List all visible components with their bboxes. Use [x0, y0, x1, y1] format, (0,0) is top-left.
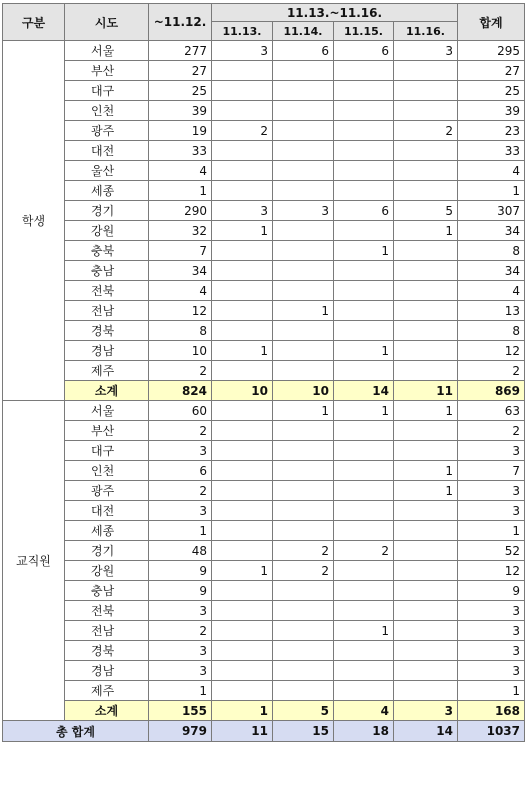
value-cell [394, 241, 458, 261]
value-cell [394, 161, 458, 181]
value-cell [212, 161, 273, 181]
value-cell [394, 301, 458, 321]
value-cell [273, 501, 334, 521]
value-cell [334, 521, 394, 541]
table-row [3, 321, 525, 341]
value-cell [394, 421, 458, 441]
value-cell [212, 101, 273, 121]
subtotal-value: 155 [149, 701, 212, 721]
table-row [3, 181, 525, 201]
header-date: 11.15. [334, 22, 394, 41]
value-cell: 48 [149, 541, 212, 561]
value-cell [334, 181, 394, 201]
value-cell [334, 61, 394, 81]
value-cell: 60 [149, 401, 212, 421]
value-cell: 34 [458, 261, 525, 281]
value-cell: 25 [458, 81, 525, 101]
value-cell [394, 681, 458, 701]
value-cell: 4 [458, 281, 525, 301]
value-cell [212, 241, 273, 261]
value-cell [394, 501, 458, 521]
value-cell: 1 [212, 341, 273, 361]
value-cell [273, 281, 334, 301]
value-cell [334, 221, 394, 241]
value-cell [273, 421, 334, 441]
value-cell [212, 501, 273, 521]
value-cell: 295 [458, 41, 525, 61]
table-row [3, 521, 525, 541]
value-cell [394, 261, 458, 281]
value-cell: 2 [458, 361, 525, 381]
header-date: 11.14. [273, 22, 334, 41]
table-row [3, 541, 525, 561]
value-cell [394, 621, 458, 641]
header-date: 11.13. [212, 22, 273, 41]
value-cell [212, 281, 273, 301]
region-cell: 강원 [65, 221, 149, 241]
value-cell: 12 [149, 301, 212, 321]
table-row [3, 41, 525, 61]
region-cell: 대구 [65, 81, 149, 101]
value-cell [273, 341, 334, 361]
value-cell [273, 181, 334, 201]
value-cell: 3 [149, 441, 212, 461]
value-cell [212, 581, 273, 601]
value-cell: 3 [149, 501, 212, 521]
region-cell: 전남 [65, 301, 149, 321]
value-cell: 1 [212, 221, 273, 241]
table-row [3, 61, 525, 81]
value-cell: 3 [458, 601, 525, 621]
subtotal-value: 168 [458, 701, 525, 721]
value-cell [212, 141, 273, 161]
table-row [3, 221, 525, 241]
value-cell [273, 441, 334, 461]
value-cell: 23 [458, 121, 525, 141]
region-cell: 경남 [65, 661, 149, 681]
table-row [3, 441, 525, 461]
header-group: 구분 [3, 4, 65, 41]
grand-total-value: 18 [334, 721, 394, 742]
value-cell: 9 [458, 581, 525, 601]
value-cell [334, 461, 394, 481]
value-cell: 3 [149, 641, 212, 661]
subtotal-value: 11 [394, 381, 458, 401]
value-cell: 13 [458, 301, 525, 321]
value-cell [273, 481, 334, 501]
value-cell: 8 [458, 241, 525, 261]
value-cell [334, 301, 394, 321]
value-cell: 34 [149, 261, 212, 281]
value-cell: 277 [149, 41, 212, 61]
value-cell: 4 [149, 161, 212, 181]
value-cell [273, 81, 334, 101]
table-row [3, 421, 525, 441]
region-cell: 전북 [65, 281, 149, 301]
value-cell [212, 441, 273, 461]
region-cell: 경북 [65, 321, 149, 341]
value-cell [273, 641, 334, 661]
value-cell [394, 581, 458, 601]
subtotal-value: 1 [212, 701, 273, 721]
region-cell: 울산 [65, 161, 149, 181]
value-cell: 1 [394, 401, 458, 421]
value-cell [334, 481, 394, 501]
value-cell: 39 [149, 101, 212, 121]
region-cell: 세종 [65, 521, 149, 541]
value-cell: 9 [149, 561, 212, 581]
value-cell: 63 [458, 401, 525, 421]
value-cell [334, 661, 394, 681]
region-cell: 광주 [65, 121, 149, 141]
value-cell: 1 [273, 401, 334, 421]
value-cell: 1 [394, 221, 458, 241]
value-cell: 52 [458, 541, 525, 561]
table-row [3, 121, 525, 141]
table-row [3, 601, 525, 621]
value-cell [273, 101, 334, 121]
value-cell: 27 [149, 61, 212, 81]
value-cell: 3 [458, 501, 525, 521]
table-row [3, 261, 525, 281]
value-cell: 1 [149, 521, 212, 541]
value-cell [334, 361, 394, 381]
value-cell [394, 281, 458, 301]
value-cell: 1 [458, 181, 525, 201]
value-cell [394, 561, 458, 581]
value-cell [334, 121, 394, 141]
value-cell [212, 421, 273, 441]
table-row [3, 341, 525, 361]
value-cell [394, 441, 458, 461]
value-cell [273, 141, 334, 161]
value-cell: 2 [149, 481, 212, 501]
value-cell: 2 [273, 541, 334, 561]
value-cell [273, 581, 334, 601]
header-period: 11.13.~11.16. [212, 4, 458, 22]
subtotal-value: 824 [149, 381, 212, 401]
region-cell: 제주 [65, 681, 149, 701]
region-cell: 경남 [65, 341, 149, 361]
subtotal-value: 14 [334, 381, 394, 401]
value-cell [394, 141, 458, 161]
table-row [3, 81, 525, 101]
value-cell [334, 601, 394, 621]
value-cell: 2 [149, 361, 212, 381]
value-cell: 3 [458, 441, 525, 461]
value-cell: 32 [149, 221, 212, 241]
value-cell: 1 [149, 681, 212, 701]
value-cell [273, 361, 334, 381]
value-cell [212, 81, 273, 101]
value-cell [334, 561, 394, 581]
value-cell [394, 61, 458, 81]
value-cell: 3 [458, 661, 525, 681]
value-cell [394, 341, 458, 361]
value-cell: 10 [149, 341, 212, 361]
value-cell: 4 [458, 161, 525, 181]
value-cell: 6 [334, 41, 394, 61]
value-cell: 1 [334, 621, 394, 641]
value-cell [273, 661, 334, 681]
region-cell: 대전 [65, 141, 149, 161]
grand-total-value: 979 [149, 721, 212, 742]
region-cell: 전북 [65, 601, 149, 621]
value-cell [394, 521, 458, 541]
region-cell: 광주 [65, 481, 149, 501]
value-cell [212, 601, 273, 621]
subtotal-value: 10 [273, 381, 334, 401]
region-cell: 충남 [65, 261, 149, 281]
table-row [3, 401, 525, 421]
value-cell [273, 521, 334, 541]
value-cell [273, 241, 334, 261]
header-region: 시도 [65, 4, 149, 41]
value-cell: 4 [149, 281, 212, 301]
value-cell [212, 401, 273, 421]
value-cell [334, 501, 394, 521]
value-cell [334, 441, 394, 461]
value-cell [394, 81, 458, 101]
region-cell: 부산 [65, 61, 149, 81]
value-cell: 1 [149, 181, 212, 201]
value-cell: 19 [149, 121, 212, 141]
table-row [3, 241, 525, 261]
region-cell: 경기 [65, 201, 149, 221]
value-cell: 6 [149, 461, 212, 481]
value-cell [334, 281, 394, 301]
value-cell: 7 [149, 241, 212, 261]
table-row [3, 621, 525, 641]
region-cell: 인천 [65, 101, 149, 121]
region-cell: 대전 [65, 501, 149, 521]
value-cell: 33 [149, 141, 212, 161]
value-cell [394, 321, 458, 341]
value-cell: 290 [149, 201, 212, 221]
value-cell [273, 681, 334, 701]
region-cell: 충남 [65, 581, 149, 601]
value-cell [334, 141, 394, 161]
value-cell: 27 [458, 61, 525, 81]
value-cell: 2 [273, 561, 334, 581]
value-cell: 1 [334, 241, 394, 261]
value-cell [212, 641, 273, 661]
value-cell [212, 181, 273, 201]
value-cell: 33 [458, 141, 525, 161]
table-row [3, 361, 525, 381]
region-cell: 제주 [65, 361, 149, 381]
value-cell [273, 121, 334, 141]
value-cell [212, 681, 273, 701]
table-row [3, 141, 525, 161]
region-cell: 서울 [65, 401, 149, 421]
value-cell [212, 461, 273, 481]
value-cell [394, 181, 458, 201]
value-cell [273, 321, 334, 341]
table-row [3, 161, 525, 181]
value-cell: 2 [212, 121, 273, 141]
value-cell [334, 161, 394, 181]
grand-total-value: 1037 [458, 721, 525, 742]
value-cell [394, 661, 458, 681]
table-row [3, 501, 525, 521]
value-cell: 1 [394, 461, 458, 481]
header-until: ~11.12. [149, 4, 212, 41]
subtotal-row [3, 381, 525, 401]
group-label: 학생 [3, 41, 65, 401]
value-cell: 25 [149, 81, 212, 101]
value-cell: 3 [149, 601, 212, 621]
value-cell [334, 101, 394, 121]
value-cell: 39 [458, 101, 525, 121]
grand-total-value: 14 [394, 721, 458, 742]
table-row [3, 581, 525, 601]
region-cell: 충북 [65, 241, 149, 261]
region-cell: 경북 [65, 641, 149, 661]
table-row [3, 661, 525, 681]
value-cell: 3 [273, 201, 334, 221]
subtotal-value: 5 [273, 701, 334, 721]
value-cell [212, 481, 273, 501]
grand-total-value: 11 [212, 721, 273, 742]
value-cell: 5 [394, 201, 458, 221]
value-cell: 3 [458, 621, 525, 641]
value-cell: 2 [334, 541, 394, 561]
value-cell: 12 [458, 341, 525, 361]
value-cell: 2 [458, 421, 525, 441]
value-cell [334, 681, 394, 701]
value-cell [212, 321, 273, 341]
value-cell [212, 541, 273, 561]
value-cell [334, 261, 394, 281]
table-row [3, 301, 525, 321]
value-cell [334, 421, 394, 441]
region-cell: 강원 [65, 561, 149, 581]
value-cell [212, 521, 273, 541]
value-cell: 2 [149, 621, 212, 641]
value-cell: 1 [458, 681, 525, 701]
table-row [3, 101, 525, 121]
table-row [3, 481, 525, 501]
value-cell [273, 261, 334, 281]
value-cell [273, 161, 334, 181]
region-cell: 부산 [65, 421, 149, 441]
value-cell [212, 261, 273, 281]
region-cell: 세종 [65, 181, 149, 201]
value-cell: 7 [458, 461, 525, 481]
subtotal-value: 3 [394, 701, 458, 721]
header-total: 합계 [458, 4, 525, 41]
value-cell [212, 301, 273, 321]
value-cell: 307 [458, 201, 525, 221]
subtotal-row [3, 701, 525, 721]
value-cell: 3 [212, 201, 273, 221]
region-cell: 전남 [65, 621, 149, 641]
value-cell: 34 [458, 221, 525, 241]
value-cell: 6 [273, 41, 334, 61]
value-cell [394, 601, 458, 621]
group-label: 교직원 [3, 401, 65, 721]
value-cell [394, 361, 458, 381]
value-cell: 8 [149, 321, 212, 341]
value-cell [212, 61, 273, 81]
value-cell: 1 [334, 341, 394, 361]
value-cell: 6 [334, 201, 394, 221]
value-cell [394, 101, 458, 121]
value-cell [212, 361, 273, 381]
value-cell: 1 [394, 481, 458, 501]
table-row [3, 561, 525, 581]
value-cell [273, 461, 334, 481]
value-cell: 8 [458, 321, 525, 341]
value-cell: 2 [149, 421, 212, 441]
value-cell: 3 [394, 41, 458, 61]
value-cell [334, 641, 394, 661]
table-row [3, 641, 525, 661]
value-cell: 1 [273, 301, 334, 321]
table-row [3, 681, 525, 701]
table-row [3, 281, 525, 301]
value-cell: 9 [149, 581, 212, 601]
subtotal-value: 10 [212, 381, 273, 401]
value-cell [212, 661, 273, 681]
value-cell: 1 [334, 401, 394, 421]
value-cell [394, 641, 458, 661]
value-cell [273, 621, 334, 641]
statistics-table [2, 3, 525, 742]
header-row [3, 4, 525, 22]
grand-total-value: 15 [273, 721, 334, 742]
value-cell [212, 621, 273, 641]
value-cell: 3 [458, 481, 525, 501]
value-cell: 3 [212, 41, 273, 61]
value-cell [273, 221, 334, 241]
subtotal-value: 869 [458, 381, 525, 401]
value-cell [334, 321, 394, 341]
subtotal-value: 4 [334, 701, 394, 721]
value-cell [334, 81, 394, 101]
table-row [3, 461, 525, 481]
value-cell [334, 581, 394, 601]
region-cell: 인천 [65, 461, 149, 481]
region-cell: 대구 [65, 441, 149, 461]
header-date: 11.16. [394, 22, 458, 41]
grand-total-label: 총 합계 [3, 721, 149, 742]
value-cell: 2 [394, 121, 458, 141]
value-cell: 12 [458, 561, 525, 581]
value-cell [394, 541, 458, 561]
subtotal-label: 소계 [65, 701, 149, 721]
region-cell: 경기 [65, 541, 149, 561]
value-cell: 1 [458, 521, 525, 541]
value-cell: 3 [149, 661, 212, 681]
value-cell: 1 [212, 561, 273, 581]
value-cell: 3 [458, 641, 525, 661]
grand-total-row [3, 721, 525, 742]
region-cell: 서울 [65, 41, 149, 61]
table-row [3, 201, 525, 221]
value-cell [273, 601, 334, 621]
subtotal-label: 소계 [65, 381, 149, 401]
value-cell [273, 61, 334, 81]
